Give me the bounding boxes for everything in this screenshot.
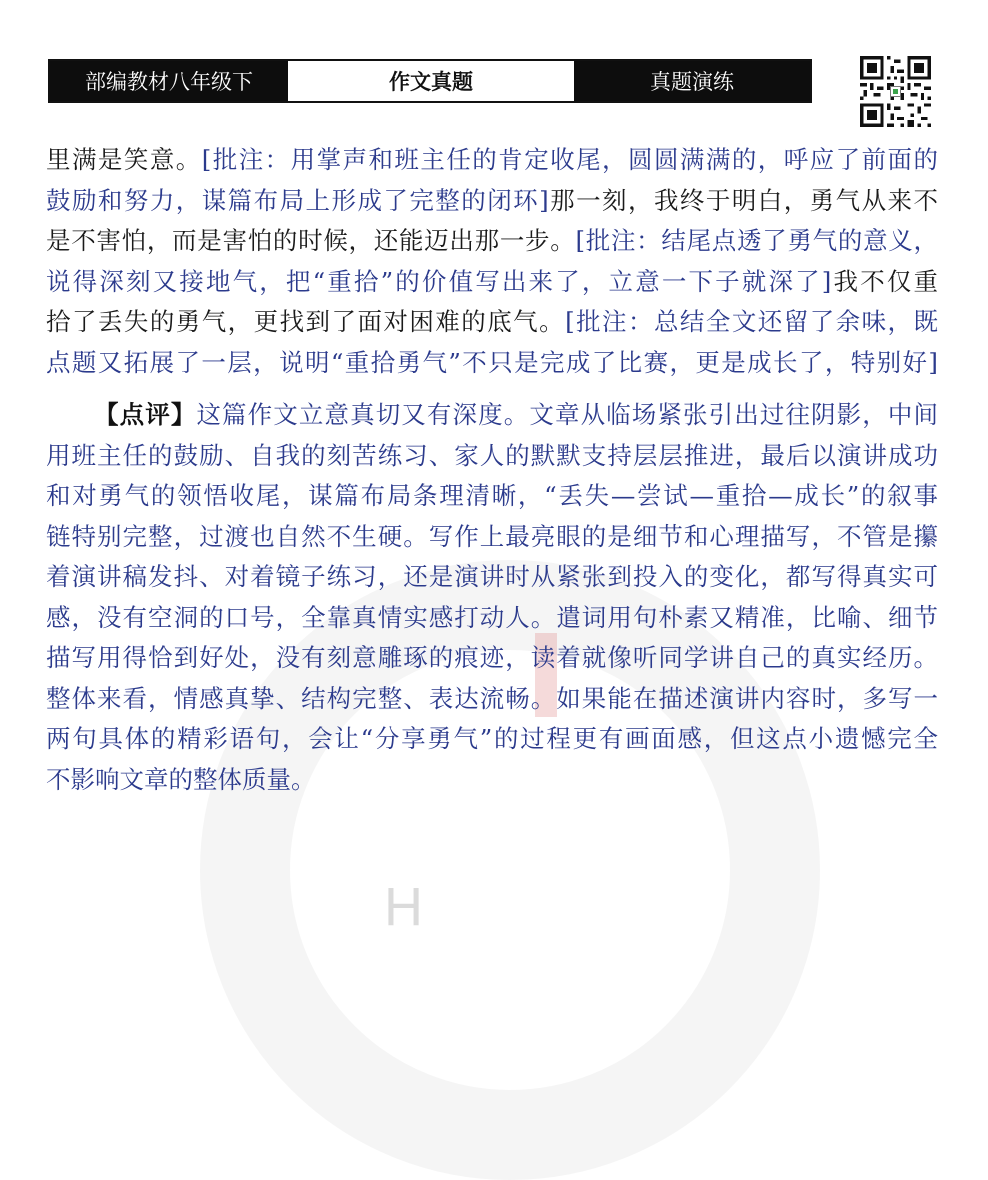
- review-text: 着演讲稿发抖、对着镜子练习，还是演讲时从紧张到投入的变化，都写得真实可: [46, 562, 938, 591]
- review-text: 和对勇气的领悟收尾，谋篇布局条理清晰，“丢失—尝试—重拾—成长”的叙事: [46, 481, 938, 510]
- essay-text: 拾了丢失的勇气，更找到了面对困难的底气。: [46, 307, 566, 336]
- review-text: 两句具体的精彩语句，会让“分享勇气”的过程更有画面感，但这点小遗憾完全: [46, 724, 938, 753]
- annotation-text: 说得深刻又接地气，把“重拾”的价值写出来了，立意一下子就深了]: [46, 266, 832, 296]
- annotation-text: [批注：结尾点透了勇气的意义，: [575, 226, 939, 255]
- review-line: [46, 598, 938, 639]
- review-line: [46, 719, 938, 760]
- text-line: [46, 140, 938, 181]
- essay-text: 那一刻，我终于明白，勇气从来不: [548, 185, 938, 215]
- watermark-letter: H: [384, 877, 423, 937]
- review-line: [46, 436, 938, 477]
- review-text: 用班主任的鼓励、自我的刻苦练习、家人的默默支持层层推进，最后以演讲成功: [46, 440, 938, 470]
- review-line: [46, 638, 938, 679]
- header-textbook-label: 部编教材八年级下: [50, 61, 288, 101]
- review-text: 链特别完整，过渡也自然不生硬。写作上最亮眼的是细节和心理描写，不管是攥: [46, 521, 938, 551]
- essay-text: 里满是笑意。: [46, 145, 202, 174]
- review-line: [46, 557, 938, 598]
- essay-text: 是不害怕，而是害怕的时候，还能迈出那一步。: [46, 226, 576, 255]
- review-text: 描写用得恰到好处，没有刻意雕琢的痕迹，读着就像听同学讲自己的真实经历。: [46, 643, 938, 672]
- text-line: [46, 302, 938, 343]
- annotated-essay-ending: [46, 140, 938, 383]
- review-label: 【点评】: [94, 400, 197, 429]
- text-line: [46, 221, 938, 262]
- header-practice-label: 真题演练: [574, 61, 810, 101]
- essay-text: 我不仅重: [831, 266, 939, 296]
- text-line: [46, 181, 938, 222]
- annotation-text: 鼓励和努力，谋篇布局上形成了完整的闭环]: [46, 185, 549, 215]
- review-text: 感，没有空洞的口号，全靠真情实感打动人。遣词用句朴素又精准，比喻、细节: [46, 602, 938, 632]
- text-line: [46, 262, 938, 303]
- annotation-text: 点题又拓展了一层，说明“重拾勇气”不只是完成了比赛，更是成长了，特别好]: [46, 347, 938, 377]
- review-text: 不影响文章的整体质量。: [46, 764, 316, 794]
- annotation-text: [批注：总结全文还留了余味，既: [565, 307, 939, 336]
- review-line: [46, 476, 938, 517]
- review-paragraph: [46, 395, 938, 800]
- page-header-bar: [48, 59, 812, 103]
- review-line: [46, 679, 938, 720]
- qr-code-icon[interactable]: [860, 56, 931, 127]
- header-section-title: 作文真题: [288, 61, 574, 101]
- annotation-text: [批注：用掌声和班主任的肯定收尾，圆圆满满的，呼应了前面的: [201, 145, 939, 174]
- review-text: 整体来看，情感真挚、结构完整、表达流畅。如果能在描述演讲内容时，多写一: [46, 683, 938, 713]
- text-line: [46, 343, 938, 384]
- review-line: [46, 517, 938, 558]
- essay-content: [46, 140, 938, 800]
- review-line: [46, 760, 938, 801]
- review-text: 这篇作文立意真切又有深度。文章从临场紧张引出过往阴影，中间: [196, 400, 938, 429]
- review-line: [46, 395, 938, 436]
